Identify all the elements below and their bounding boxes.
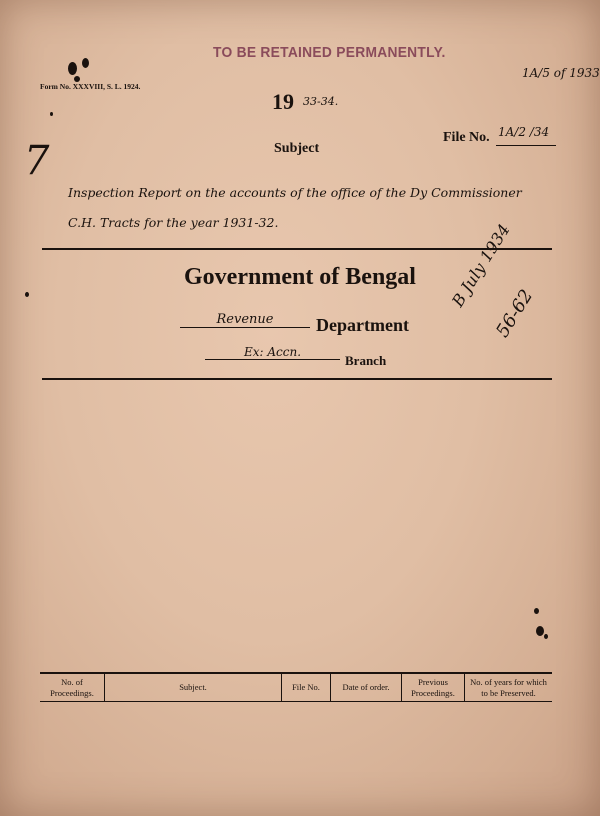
- year-printed: 19: [272, 89, 294, 114]
- subject-label: Subject: [274, 141, 320, 156]
- ink-blot: [25, 292, 29, 297]
- ink-blot: [544, 634, 548, 639]
- top-divider: [42, 248, 552, 250]
- column-header-previous-proceedings: Previous Proceedings.: [402, 673, 465, 702]
- handwritten-date: B July 1934: [448, 220, 514, 311]
- ink-blot: [68, 62, 77, 75]
- ink-blot: [74, 76, 80, 82]
- proceedings-register-table: [40, 672, 552, 702]
- column-header-file-no: File No.: [282, 673, 331, 702]
- department-handwritten: Revenue: [180, 312, 310, 328]
- ink-blot: [50, 112, 53, 116]
- retention-stamp: TO BE RETAINED PERMANENTLY.: [213, 44, 446, 61]
- year-handwritten: 33-34.: [303, 95, 339, 108]
- form-number: Form No. XXXVIII, S. L. 1924.: [40, 82, 141, 91]
- column-header-no-of-proceedings: No. of Proceedings.: [50, 676, 94, 698]
- column-header-years-preserved: No. of years for which to be Preserved.: [465, 673, 553, 702]
- branch-handwritten: Ex: Accn.: [205, 345, 340, 360]
- ink-blot: [82, 58, 89, 68]
- column-header-subject: Subject.: [105, 673, 282, 702]
- corner-handwritten-note: 1A/5 of 1933: [522, 66, 600, 80]
- file-no-label: File No.: [443, 130, 490, 145]
- government-heading: Government of Bengal: [184, 264, 416, 290]
- department-label: Department: [316, 315, 409, 335]
- file-no-value: 1A/2 /34: [498, 125, 550, 139]
- handwritten-reference: 56-62: [492, 285, 538, 342]
- subject-handwritten-text: Inspection Report on the accounts of the office of the Dy Commissioner C.H. Tracts for the year 1931-32.: [68, 185, 522, 230]
- bottom-divider: [42, 378, 552, 380]
- file-no-underline: [496, 145, 556, 146]
- ink-blot: [536, 626, 544, 636]
- margin-handwritten-mark: 7: [24, 138, 50, 184]
- ink-blot: [534, 608, 539, 614]
- table-header-row: [40, 673, 552, 702]
- column-header-date-of-order: Date of order.: [331, 673, 402, 702]
- branch-label: Branch: [345, 353, 387, 368]
